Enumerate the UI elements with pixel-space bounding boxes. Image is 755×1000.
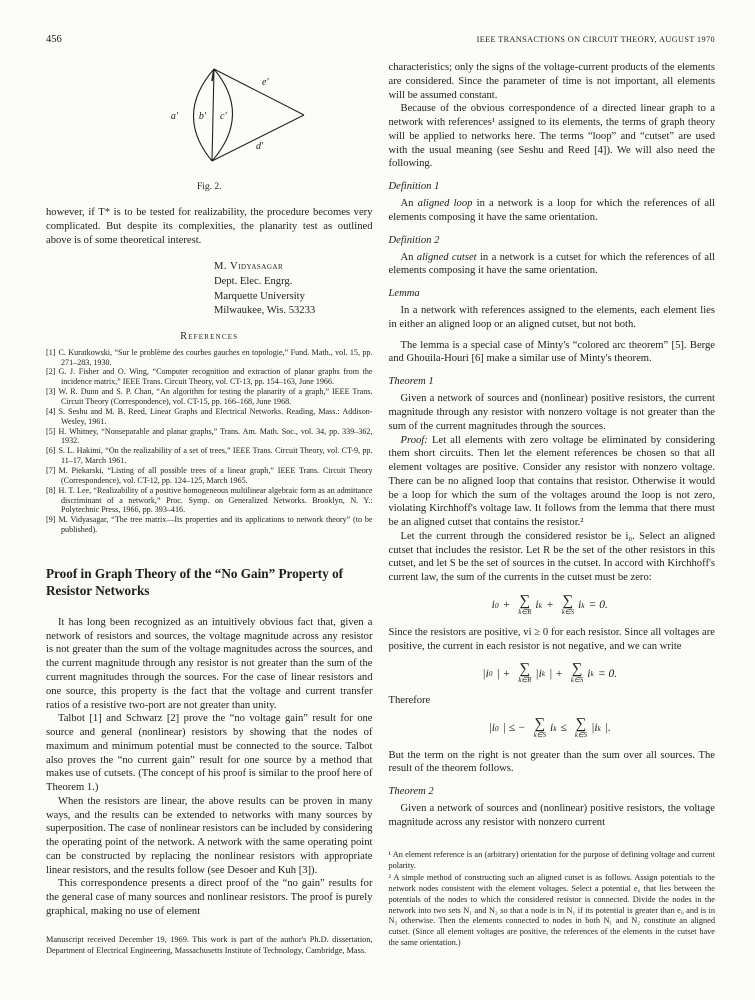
theorem-1-body: Given a network of sources and (nonlinear) positive resistors, the current magnitude through any resistor with nonzero voltage is not greater than the sum of the current magnitudes through the sources. — [388, 393, 715, 432]
sigma-icon: ∑ — [519, 592, 531, 609]
definition-1-term: aligned loop — [417, 198, 473, 210]
summation-symbol — [562, 594, 574, 617]
math-subscript: 0 — [494, 600, 499, 610]
reference-label: [8] — [46, 485, 56, 495]
reference-item — [46, 515, 373, 535]
math-term: i — [578, 599, 582, 612]
reference-text: H. Whitney, “Nonseparable and planar graphs,” Trans. Am. Math. Soc., vol. 34, pp. 339–362, 1932. — [58, 426, 373, 446]
reference-text: W. R. Dunn and S. P. Chan, “An algorithm for testing the planarity of a graph,” IEEE Trans. Circuit Theory (Correspondence), vol. CT-15, pp. 166–168, June 1968. — [58, 387, 373, 407]
equation-1 — [389, 594, 716, 617]
math-operator: + — [502, 599, 511, 612]
reference-item — [46, 466, 373, 486]
body-paragraph: When the resistors are linear, the above results can be proven in many ways, and the results can be extended to networks with many sources by superposition. The case of nonlinear resistors can be included by considering the operating point of the network. A network with the same operating point can be constructed by replacing the nonlinear resistors with appropriate linear resistors, and the results follow (see Desoer and Kuh [3]). — [46, 795, 373, 876]
math-subscript: k — [553, 723, 557, 733]
math-term: |i — [488, 722, 495, 735]
summation-limits: k∈R — [518, 608, 532, 616]
article-title: Proof in Graph Theory of the “No Gain” Property of Resistor Networks — [46, 566, 344, 599]
sigma-icon: ∑ — [562, 592, 574, 609]
definition-1-rest: in a network is a loop for which the references of all elements composing it have the same orientation. — [388, 198, 715, 223]
therefore-line: Therefore — [388, 695, 431, 707]
reference-item — [46, 367, 373, 387]
proof-paragraph — [389, 434, 716, 530]
proof-text: Let all elements with zero voltage be eliminated by considering them short circuits. Then let the element references be chosen so that all element voltages are positive. Consider any resistor with nonzero voltage. There can be no aligned loop that contains that resistor. Otherwise it would be a loop for which the sum of the voltages around the loop is not zero, violating Kirchhoff's voltage law. It follows from the lemma that there must be an aligned cutset that contains the resistor.² — [388, 434, 715, 529]
lemma-heading: Lemma — [388, 288, 420, 300]
edge-label-b: b' — [198, 111, 206, 122]
equation-2 — [389, 662, 716, 685]
edge-label-d: d' — [256, 141, 264, 152]
signature-dept: Dept. Elec. Engrg. — [214, 275, 293, 287]
reference-item — [46, 486, 373, 516]
summation-limits: k∈R — [518, 677, 532, 685]
reference-label: [1] — [46, 347, 56, 357]
math-subscript: k — [541, 669, 546, 679]
summation-symbol — [518, 594, 531, 617]
reference-text: C. Kuratkowski, “Sur le problème des courbes gauches en topologie,” Fund. Math., vol. 15, pp. 271–283, 1930. — [58, 347, 373, 367]
definition-1-lead: An — [400, 198, 418, 210]
graph-diagram — [46, 63, 376, 173]
reference-label: [6] — [46, 446, 56, 456]
definition-2-heading: Definition 2 — [388, 234, 440, 246]
definition-1-body — [389, 197, 716, 225]
body-paragraph: Talbot [1] and Schwarz [2] prove the “no voltage gain” result for one source and general (nonlinear) resistors by showing that the nodes of maximum and minimum potential must be connected to the source. Talbot also proves the “no current gain” result for one source by a method that makes use of cutsets. (The concept of his proof is similar to the proof here of Theorem 1.) — [46, 713, 373, 794]
math-term: |i — [535, 667, 542, 680]
theorem-1-heading: Theorem 1 — [388, 376, 434, 388]
math-term: |. — [604, 722, 611, 735]
reference-text: S. Seshu and M. B. Reed, Linear Graphs and Electrical Networks. Reading, Mass.: Addison-Wesley, 1961. — [58, 406, 373, 426]
footnote-1: ¹ An element reference is an (arbitrary) orientation for the purpose of defining voltage and current polarity. — [388, 849, 715, 870]
figure-2 — [46, 63, 373, 192]
reference-text: H. T. Lee, “Realizability of a positive homogeneous multilinear algebraic form as an admittance discriminant of a network,” Proc. Symp. on Generalized Networks. Brooklyn, N. Y.: Polytechnic Press, 1966, pp. 393–416. — [58, 485, 373, 515]
math-term: i — [549, 722, 554, 735]
math-operator: | ≤ − — [502, 722, 526, 735]
body-paragraph: Since the resistors are positive, vi ≥ 0 for each resistor. Since all voltages are positive, the current in each resistor is not negative, and we can write — [388, 626, 715, 652]
theorem-2-heading: Theorem 2 — [388, 786, 434, 798]
reference-item — [46, 407, 373, 427]
definition-2-body — [389, 251, 716, 279]
math-term: i — [491, 599, 495, 612]
closing-paragraph: however, if T* is to be tested for realizability, the procedure becomes very complicated. But despite its complexities, the planarity test as outlined above is of some theoretical interest. — [46, 207, 373, 246]
lemma-body: In a network with references assigned to the elements, each element lies in either an aligned loop or an aligned cutset, but not both. — [388, 305, 715, 330]
signature-name: M. Vidyasagar — [214, 261, 284, 273]
math-term: i — [535, 599, 539, 612]
manuscript-footnote: Manuscript received December 19, 1969. This work is part of the author's Ph.D. dissertation, Department of Electrical Engineering, Massachusetts Institute of Technology, Cambridge, Mass. — [46, 934, 373, 955]
reference-label: [9] — [46, 515, 56, 525]
math-subscript: k — [590, 669, 594, 679]
math-operator: | + — [549, 667, 563, 680]
author-signature — [214, 260, 373, 318]
reference-item — [46, 348, 373, 368]
sigma-icon: ∑ — [571, 661, 583, 678]
right-column — [389, 61, 716, 956]
equation-3 — [389, 717, 716, 740]
summation-symbol — [534, 717, 546, 740]
reference-text: S. L. Hakimi, “On the realizability of a set of trees,” IEEE Trans. Circuit Theory, vol. CT-9, pp. 11–17, March 1961. — [58, 446, 373, 466]
reference-label: [2] — [46, 367, 56, 377]
footnote-2: ² A simple method of constructing such an aligned cutset is as follows. Assign potentials to the network nodes consistent with the element voltages. Select a potential e₀ that lies between the potentials of the nodes to which the considered resistor is connected. Divide the nodes in the network into two sets N₁ and N₂ so that a node is in N₁ if its potential is greater than e₀ and is in N₂ otherwise. Then the elements connected to nodes in both N₁ and N₂ constitute an aligned cutset. (Since all element voltages are positive, the references of the elements in the cutset have the same orientation.) — [388, 873, 715, 947]
signature-university: Marquette University — [214, 290, 305, 302]
figure-caption: Fig. 2. — [196, 182, 222, 192]
math-subscript: 0 — [494, 723, 499, 733]
body-paragraph: Because of the obvious correspondence of a directed linear graph to a network with references¹ assigned to its elements, the terms of graph theory will be applied to networks here. The terms “loop” and “cutset” are used with the usual meaning (see Seshu and Reed [4]). We will also need the following. — [388, 103, 715, 170]
references-heading: References — [180, 330, 239, 342]
reference-label: [3] — [46, 387, 56, 397]
body-paragraph: This correspondence presents a direct proof of the “no gain” results for the general case of many sources and nonlinear resistors. The proof is purely graphical, making no use of element — [46, 878, 373, 917]
reference-text: G. J. Fisher and O. Wing, “Computer recognition and extraction of planar graphs from the incidence matrix,” IEEE Trans. Circuit Theory, vol. CT-13, pp. 154–163, June 1966. — [58, 367, 373, 387]
reference-text: M. Piekarski, “Listing of all possible trees of a linear graph,” IEEE Trans. Circuit Theory (Correspondence), vol. CT-12, pp. 124–125, March 1965. — [58, 466, 373, 485]
math-operator: ≤ — [560, 722, 567, 735]
math-subscript: 0 — [488, 669, 493, 679]
proof-label: Proof: — [400, 434, 428, 446]
definition-2-rest: in a network is a cutset for which the references of all elements composing it have the same orientation. — [388, 251, 715, 277]
reference-label: [7] — [46, 466, 56, 476]
edge-b — [212, 69, 214, 161]
definition-2-lead: An — [400, 251, 417, 263]
math-operator: | + — [496, 667, 511, 680]
summation-limits: k∈S — [561, 608, 575, 616]
references-list — [46, 348, 373, 535]
theorem-2-body: Given a network of sources and (nonlinear) positive resistors, the voltage magnitude across any resistor with nonzero current — [388, 803, 715, 828]
reference-item — [46, 427, 373, 447]
summation-limits: k∈S — [533, 731, 546, 739]
reference-item — [46, 446, 373, 466]
body-paragraph: But the term on the right is not greater than the sum over all sources. The result of the theorem follows. — [388, 749, 715, 775]
page-header — [46, 34, 715, 45]
sigma-icon: ∑ — [534, 715, 546, 732]
page-number: 456 — [46, 34, 62, 45]
math-term: |i — [482, 667, 489, 680]
edge-label-e: e' — [262, 77, 269, 88]
body-paragraph: characteristics; only the signs of the voltage-current products of the elements are considered. Since the parameter of time is not important, all elements will be assumed constant. — [388, 62, 715, 101]
two-column-body — [46, 61, 715, 956]
lemma-remark: The lemma is a special case of Minty's “colored arc theorem” [5]. Berge and Ghouila-Houri [6] make a similar use of Minty's theorem. — [388, 339, 715, 365]
edge-label-c: c' — [220, 111, 227, 122]
edge-label-a: a' — [170, 111, 178, 122]
signature-city: Milwaukee, Wis. 53233 — [214, 305, 316, 317]
journal-title: IEEE TRANSACTIONS ON CIRCUIT THEORY, AUGUST 1970 — [476, 35, 715, 44]
math-term: i — [587, 667, 591, 680]
summation-symbol — [571, 662, 583, 685]
math-subscript: k — [581, 600, 585, 610]
reference-item — [46, 387, 373, 407]
math-subscript: k — [538, 600, 542, 610]
summation-limits: k∈S — [574, 731, 588, 739]
definition-1-heading: Definition 1 — [388, 181, 440, 193]
body-paragraph: It has long been recognized as an intuitively obvious fact that, given a network of resistors and sources, the voltage magnitude across any resistor is not greater than the sum of the voltage magnitudes across the sources, and the current magnitude through any resistor is not greater than the sum of the current magnitudes through the sources. For the case of linear resistors and one source, this property is the fact that the voltage and current transfer ratios of a resistive two-port are not greater than unity. — [46, 616, 373, 711]
reference-label: [5] — [46, 426, 56, 436]
body-paragraph: Let the current through the considered resistor be i₀. Select an aligned cutset that includes the resistor. Let R be the set of the other resistors in this cutset, and let S be the set of sources in the cutset. In accord with Kirchhoff's current law, the sum of the currents in the cutset must be zero: — [388, 530, 715, 584]
summation-symbol — [575, 717, 587, 740]
summation-limits: k∈S — [570, 677, 584, 685]
sigma-icon: ∑ — [575, 715, 587, 732]
edge-e — [214, 69, 304, 115]
reference-label: [4] — [46, 406, 56, 416]
summation-symbol — [518, 662, 531, 685]
sigma-icon: ∑ — [519, 661, 531, 678]
math-term: |i — [591, 722, 598, 735]
math-subscript: k — [597, 723, 601, 733]
math-term: = 0. — [588, 599, 608, 612]
definition-2-term: aligned cutset — [416, 251, 477, 263]
left-column — [46, 61, 373, 956]
reference-text: M. Vidyasagar, “The tree matrix—Its properties and its applications to network theory” (to be published). — [58, 515, 373, 535]
math-operator: + — [545, 599, 554, 612]
math-term: = 0. — [597, 667, 618, 680]
